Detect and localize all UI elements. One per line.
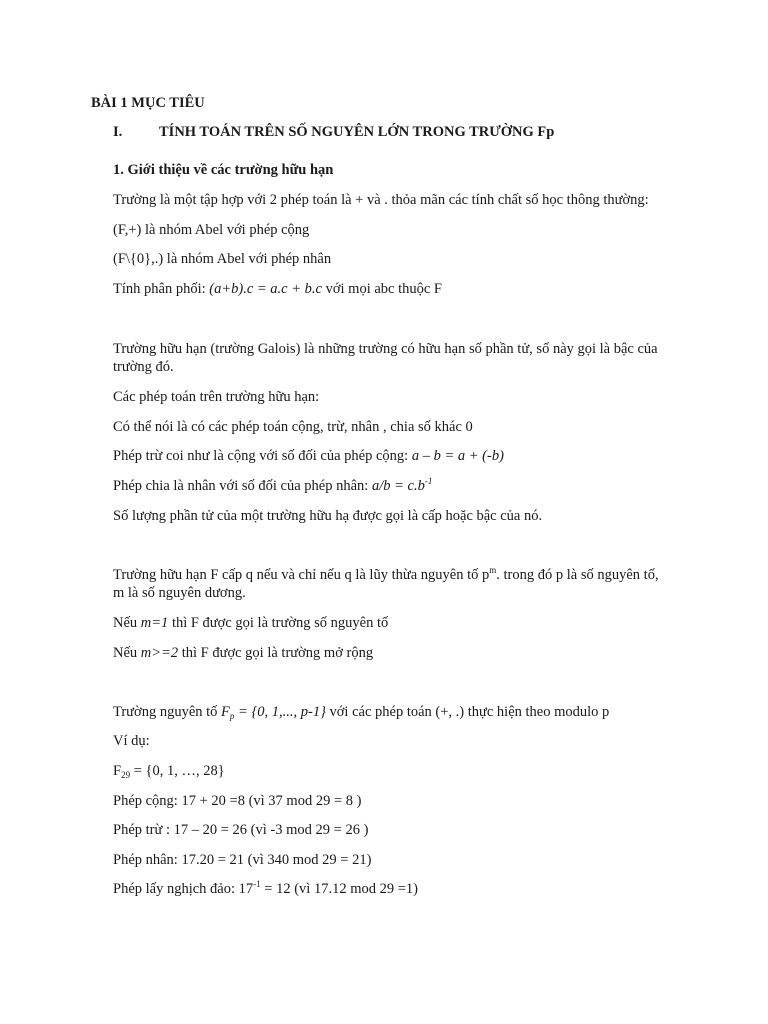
- operations-line-1: Có thể nói là có các phép toán cộng, trừ, nhân , chia số khác 0: [113, 419, 473, 435]
- prime-field-symbol: F: [221, 704, 230, 720]
- division-exponent: -1: [424, 476, 433, 486]
- subtraction-formula: a – b = a + (-b): [411, 448, 504, 464]
- finite-field-order: [113, 566, 668, 602]
- case2-prefix: Nếu: [113, 645, 141, 661]
- distributive-formula: (a+b).c = a.c + b.c: [209, 281, 322, 297]
- order-exponent: m: [489, 565, 497, 575]
- abel-multiplication-line: (F\{0},.) là nhóm Abel với phép nhân: [113, 251, 332, 267]
- inverse-prefix: Phép lấy nghịch đảo: 17: [113, 881, 254, 897]
- f29-set: [113, 762, 225, 780]
- division-text: Phép chia là nhân với số đối của phép nhân:: [113, 478, 372, 494]
- prime-field-prefix: Trường nguyên tố: [113, 704, 222, 720]
- section-heading: [113, 123, 554, 141]
- case2-suffix: thì F được gọi là trường mở rộng: [178, 645, 374, 661]
- distributive-suffix: với mọi abc thuộc F: [321, 281, 442, 297]
- prime-field-suffix: với các phép toán (+, .) thực hiện theo modulo p: [325, 704, 610, 720]
- example-inverse: [113, 880, 418, 898]
- field-definition: Trường là một tập hợp với 2 phép toán là + và . thỏa mãn các tính chất số học thông thường:: [113, 192, 649, 208]
- example-label: Ví dụ:: [113, 733, 150, 749]
- order-text-b: . trong đó p là số nguyên tố, m là số nguyên dương.: [113, 567, 659, 601]
- section-title: TÍNH TOÁN TRÊN SỐ NGUYÊN LỚN TRONG TRƯỜNG Fp: [159, 124, 555, 140]
- distributive-prefix: Tính phân phối:: [113, 281, 210, 297]
- distributive-line: [113, 280, 442, 298]
- finite-field-definition: Trường hữu hạn (trường Galois) là những trường có hữu hạn số phần tử, số này gọi là bậc của trường đó.: [113, 341, 658, 375]
- case1-formula: m=1: [140, 615, 169, 631]
- inverse-exponent: -1: [253, 879, 261, 889]
- case1-prefix: Nếu: [113, 615, 141, 631]
- example-addition: Phép cộng: 17 + 20 =8 (vì 37 mod 29 = 8 ): [113, 793, 362, 809]
- prime-field-set: = {0, 1,..., p-1}: [234, 704, 326, 720]
- extension-field-case: [113, 644, 373, 662]
- section-number: I.: [113, 124, 123, 140]
- example-multiplication: Phép nhân: 17.20 = 21 (vì 340 mod 29 = 21): [113, 852, 372, 868]
- division-line: [113, 477, 432, 495]
- abel-addition-line: (F,+) là nhóm Abel với phép cộng: [113, 222, 310, 238]
- division-formula: a/b = c.b: [371, 478, 425, 494]
- lesson-heading: BÀI 1 MỤC TIÊU: [91, 95, 205, 111]
- subsection-heading: 1. Giới thiệu về các trường hữu hạn: [113, 162, 334, 178]
- prime-field-subscript: p: [229, 711, 235, 721]
- case2-formula: m>=2: [140, 645, 179, 661]
- inverse-suffix: = 12 (vì 17.12 mod 29 =1): [260, 881, 418, 897]
- prime-field-definition: [113, 703, 609, 721]
- order-text-a: Trường hữu hạn F cấp q nếu và chỉ nếu q là lũy thừa nguyên tố p: [113, 567, 490, 583]
- f29-elements: = {0, 1, …, 28}: [130, 763, 225, 779]
- order-line: Số lượng phần tử của một trường hữu hạ được gọi là cấp hoặc bậc của nó.: [113, 508, 543, 524]
- subtraction-text: Phép trừ coi như là cộng với số đối của phép cộng:: [113, 448, 412, 464]
- operations-title: Các phép toán trên trường hữu hạn:: [113, 389, 320, 405]
- subtraction-line: [113, 447, 504, 465]
- prime-field-case: [113, 614, 388, 632]
- f29-symbol: F: [113, 763, 122, 779]
- case1-suffix: thì F được gọi là trường số nguyên tố: [168, 615, 389, 631]
- f29-subscript: 29: [121, 770, 131, 780]
- example-subtraction: Phép trừ : 17 – 20 = 26 (vì -3 mod 29 = 26 ): [113, 822, 369, 838]
